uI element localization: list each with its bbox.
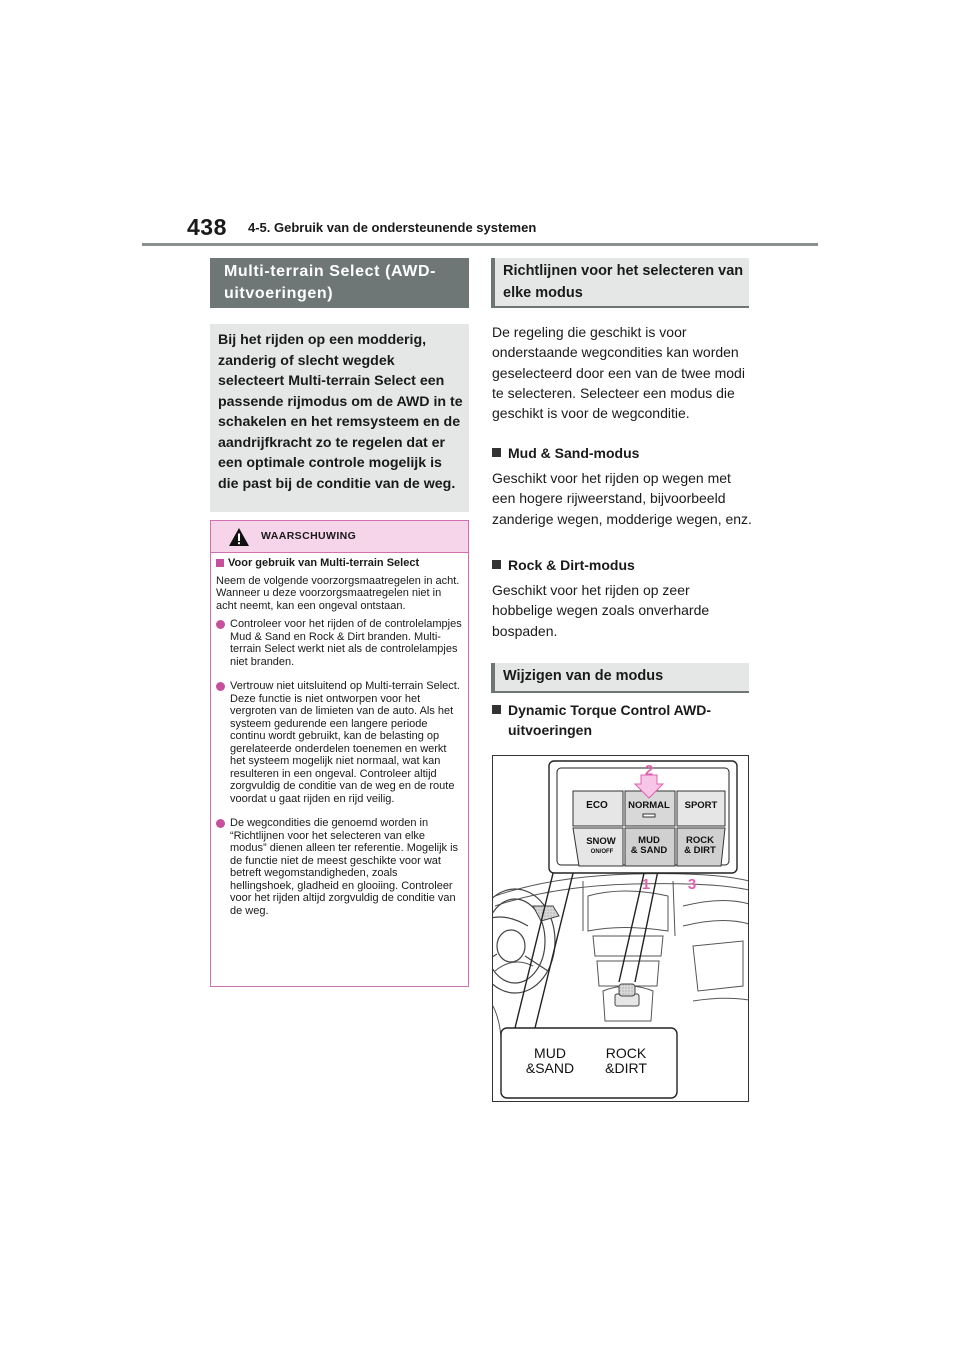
indicator-mud-label-2: &SAND: [525, 1060, 575, 1076]
mud-button-label-2: & SAND: [630, 845, 668, 856]
warning-triangle-icon: [228, 527, 250, 547]
mud-sand-heading: [492, 443, 754, 463]
page-number: 438: [187, 214, 227, 240]
shift-lever: [615, 984, 639, 1006]
square-bullet-icon: [492, 560, 501, 569]
indicator-mud-label: MUD: [534, 1045, 566, 1061]
square-bullet-icon: [492, 705, 501, 714]
section-heading: Multi-terrain Select (AWD-uitvoeringen): [210, 258, 469, 308]
round-bullet-icon: [216, 819, 225, 828]
sport-button-label: SPORT: [684, 800, 718, 811]
mud-button-label: MUD: [638, 835, 660, 846]
mode-switch-figure: [492, 755, 749, 1102]
change-mode-heading: Wijzigen van de modus: [491, 663, 749, 693]
square-bullet-icon: [216, 559, 224, 567]
rock-dirt-heading: [492, 555, 754, 575]
snow-button-label: SNOW: [586, 836, 616, 847]
warning-intro: Neem de volgende voorzorgsmaatregelen in acht. Wanneer u deze voorzorgsmaatregelen niet in acht neemt, kan een ongeval ontstaan.: [216, 574, 460, 612]
indicator-rock-label-2: &DIRT: [605, 1060, 647, 1076]
warning-bullet: [216, 817, 462, 917]
callout-2: 2: [644, 762, 654, 779]
rock-button-label: ROCK: [686, 835, 714, 846]
callout-3: 3: [687, 876, 697, 893]
warning-bullet-text: Vertrouw niet uitsluitend op Multi-terrain Select. Deze functie is niet ontworpen voor het vergroten van de limieten van de auto. Als het systeem gedurende een langere periode continu wordt gebruikt, kan de belasting op gerelateerde onderdelen toenemen en werkt het systeem mogelijk niet normaal, wat kan resulteren in een ongeval. Controleer altijd zorgvuldig de conditie van de weg en de route voordat u gaat rijden en rijd veilig.: [230, 680, 460, 805]
dtc-heading-text: Dynamic Torque Control AWD-uitvoeringen: [508, 702, 711, 739]
rock-button-label-2: & DIRT: [684, 845, 716, 856]
warning-subtitle-text: Voor gebruik van Multi-terrain Select: [228, 557, 420, 569]
snow-button-sublabel: ON/OFF: [590, 849, 614, 855]
warning-box: [210, 520, 469, 987]
round-bullet-icon: [216, 620, 225, 629]
warning-header: [211, 521, 468, 553]
warning-body: [211, 553, 468, 917]
rock-dirt-text: Geschikt voor het rijden op zeer hobbelige wegen zoals onverharde bospaden.: [492, 582, 710, 639]
normal-button-label: NORMAL: [628, 800, 670, 811]
guidelines-heading: Richtlijnen voor het selecteren van elke modus: [491, 258, 749, 308]
warning-bullet-text: Controleer voor het rijden of de controlelampjes Mud & Sand en Rock & Dirt branden. Multi-terrain Select werkt niet als de controlelampjes niet branden.: [230, 618, 462, 668]
indicator-rock-label: ROCK: [605, 1045, 647, 1061]
intro-text: Bij het rijden op een modderig, zanderig of slecht wegdek selecteert Multi-terrain Select een passende rijmodus om de AWD in te schakelen en het remsysteem en de aandrijfkracht zo te regelen dat er een optimale controle mogelijk is die past bij de conditie van de weg.: [218, 332, 463, 492]
warning-bullet: [216, 618, 462, 668]
mud-sand-heading-text: Mud & Sand-modus: [508, 445, 640, 461]
dashboard-illustration: [493, 756, 749, 1102]
square-bullet-icon: [492, 448, 501, 457]
guidelines-text: De regeling die geschikt is voor onderstaande wegcondities kan worden geselecteerd door een van de twee modi te selecteren. Selecteer een modus die geschikt is voor de wegconditie.: [492, 324, 745, 422]
warning-bullet-text: De wegcondities die genoemd worden in “Richtlijnen voor het selecteren van elke modus” dienen alleen ter referentie. Mogelijk is de functie niet de meest geschikte voor wat betreft wegomstandigheden, zoals hellingshoek, gladheid en glooiing. Controleer voor het rijden altijd zorgvuldig de conditie van de weg.: [230, 817, 459, 917]
warning-title: WAARSCHUWING: [261, 530, 357, 542]
mud-sand-text: Geschikt voor het rijden op wegen met een hogere rijweerstand, bijvoorbeeld zanderige wegen, modderige wegen, enz.: [492, 470, 752, 527]
callout-1: 1: [641, 876, 651, 893]
header-divider: [142, 243, 818, 246]
intro-box: [210, 324, 469, 512]
warning-bullet: [216, 680, 462, 805]
dtc-heading: [492, 700, 754, 741]
round-bullet-icon: [216, 682, 225, 691]
chapter-title: 4-5. Gebruik van de ondersteunende systemen: [248, 220, 537, 235]
rock-dirt-heading-text: Rock & Dirt-modus: [508, 557, 635, 573]
warning-subtitle: [216, 557, 462, 570]
eco-button-label: ECO: [586, 800, 608, 811]
